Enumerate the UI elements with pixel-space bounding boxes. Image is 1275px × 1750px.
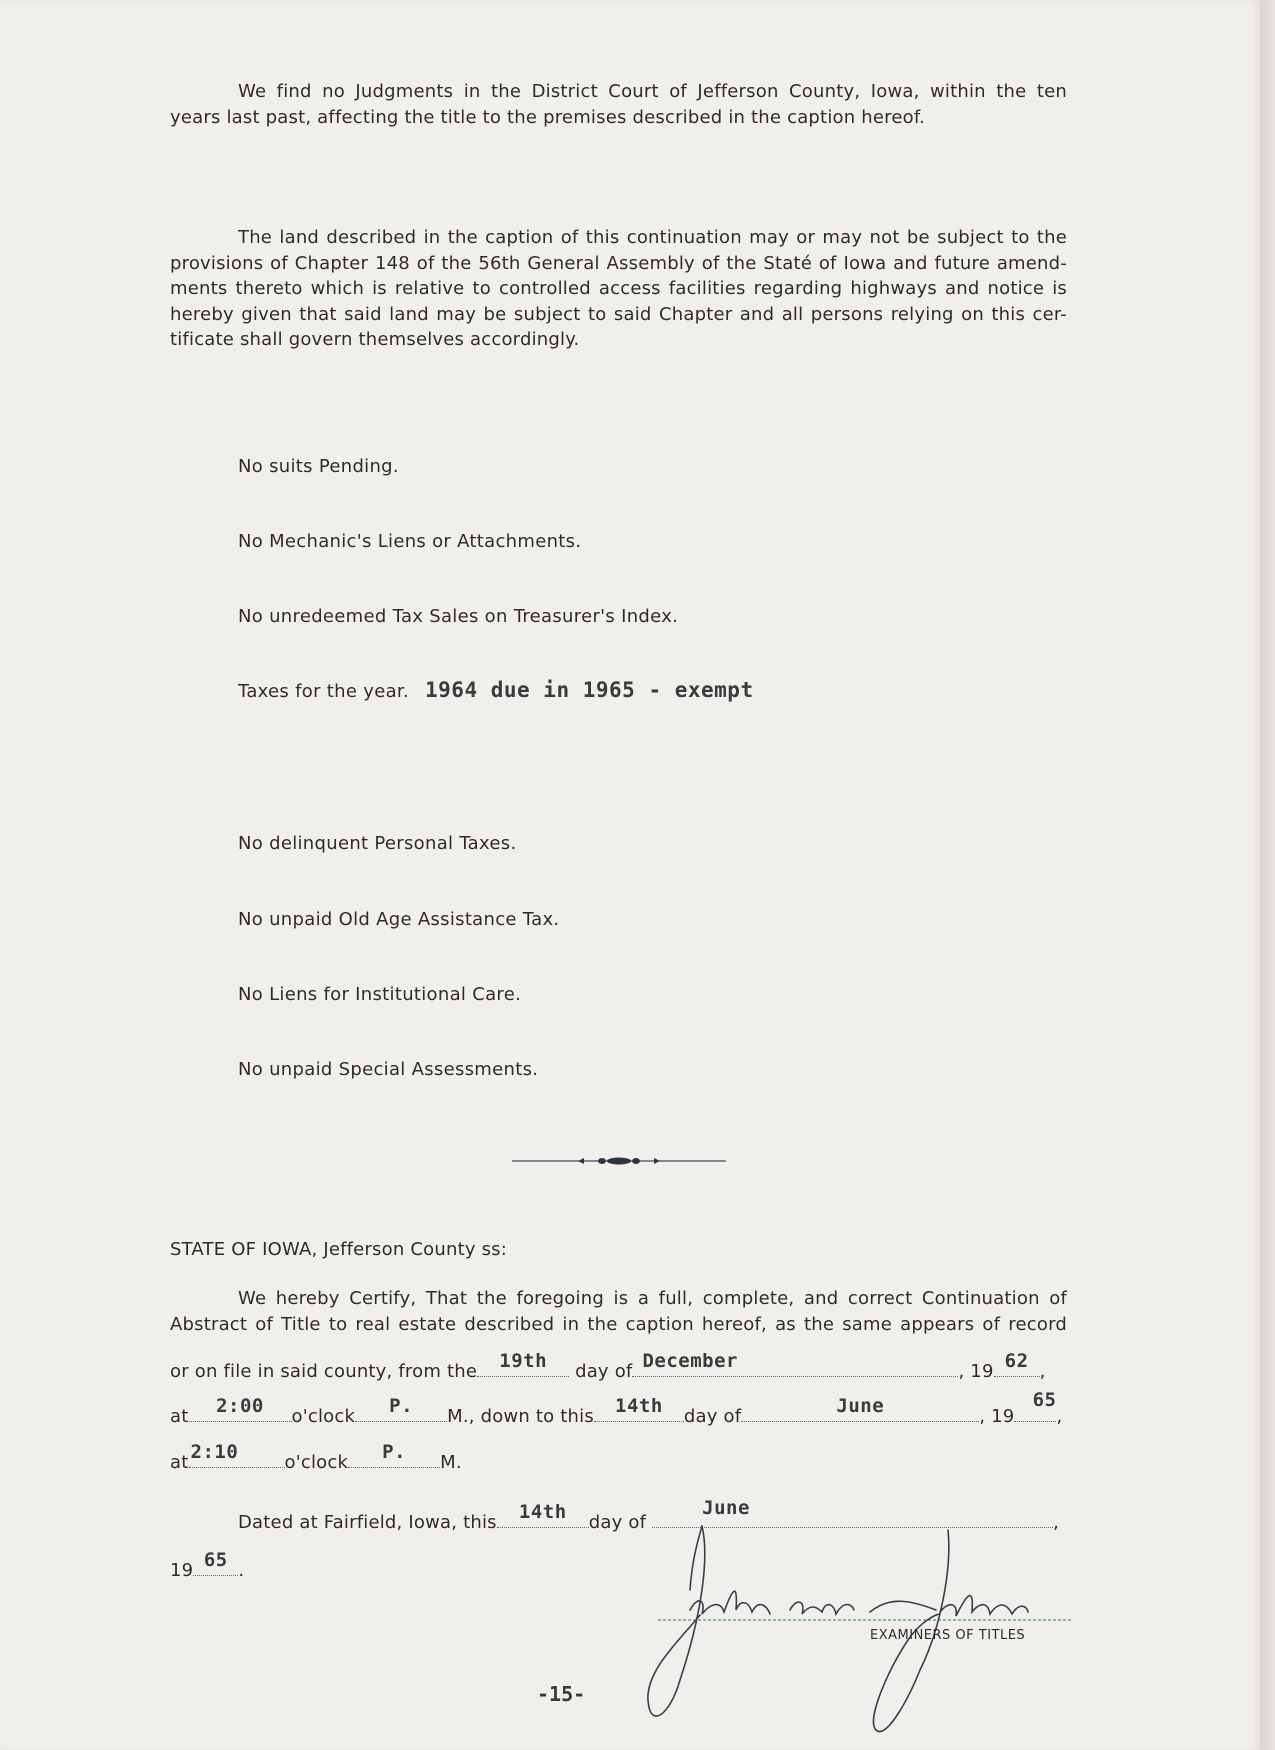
at-text-2: at <box>170 1452 189 1473</box>
item-taxes-year <box>238 678 754 702</box>
from-text: or on file in said county, from the <box>170 1361 478 1382</box>
to-day-field <box>594 1395 684 1422</box>
m-text: M. <box>440 1452 462 1473</box>
to-time-line <box>170 1441 462 1473</box>
from-dayof-text: day of <box>575 1361 633 1382</box>
item-old-age-tax: No unpaid Old Age Assistance Tax. <box>238 909 560 930</box>
dated-year-line <box>170 1549 245 1581</box>
dated-day-field <box>497 1501 589 1528</box>
dated-day-value: 14th <box>518 1501 567 1523</box>
dated-comma: , <box>1053 1512 1060 1533</box>
dated-dayof-text: day of <box>588 1512 647 1533</box>
to-day-value: 14th <box>615 1395 663 1417</box>
from-time-value: 2:00 <box>216 1395 264 1417</box>
page-number: -15- <box>537 1682 586 1706</box>
chapter-line-3: ments thereto which is relative to controlled access facilities regarding highways and notice is <box>170 278 1067 299</box>
chapter-line-1: The land described in the caption of this continuation may or may not be subject to the <box>238 227 1067 248</box>
from-month-field <box>632 1350 958 1377</box>
to-ampm-field <box>348 1441 440 1468</box>
from-day-field <box>477 1350 569 1377</box>
taxes-value: 1964 due in 1965 - exempt <box>425 678 754 702</box>
dated-text: Dated at Fairfield, Iowa, this <box>238 1512 497 1533</box>
chapter-line-2: provisions of Chapter 148 of the 56th General Assembly of the Staté of Iowa and future amend- <box>170 252 1067 274</box>
taxes-label: Taxes for the year. <box>238 681 409 702</box>
dated-year-field <box>193 1549 238 1576</box>
down-to-text: M., down to this <box>447 1406 594 1427</box>
to-year-field <box>1014 1389 1057 1422</box>
item-mechanics-liens: No Mechanic's Liens or Attachments. <box>238 531 582 552</box>
judgments-line-2: years last past, affecting the title to the premises described in the caption hereof. <box>170 106 925 128</box>
from-ampm-value: P. <box>389 1395 414 1417</box>
from-century-text: , 19 <box>958 1361 994 1382</box>
judgments-line-1: We find no Judgments in the District Court of Jefferson County, Iowa, within the ten <box>238 81 1067 102</box>
to-time-value: 2:10 <box>190 1441 239 1463</box>
chapter-line-4: hereby given that said land may be subject to said Chapter and all persons relying on this cer- <box>170 303 1067 325</box>
to-year-value: 65 <box>1032 1389 1057 1411</box>
state-heading: STATE OF IOWA, Jefferson County ss: <box>170 1239 508 1260</box>
to-time-field <box>189 1441 285 1468</box>
from-time-line <box>170 1389 1063 1427</box>
oclock-text-2: o'clock <box>284 1452 349 1473</box>
chapter-line-5: tificate shall govern themselves accordingly. <box>170 329 580 350</box>
judgments-paragraph <box>170 79 1067 130</box>
to-century-text: , 19 <box>979 1406 1015 1427</box>
to-month-field <box>741 1395 979 1422</box>
dated-year-value: 65 <box>203 1549 228 1571</box>
examiners-of-titles-label: EXAMINERS OF TITLES <box>870 1628 1026 1643</box>
oclock-text: o'clock <box>291 1406 356 1427</box>
certify-line-1: We hereby Certify, That the foregoing is a full, complete, and correct Continuation of <box>238 1288 1067 1309</box>
from-ampm-field <box>355 1395 447 1422</box>
signature-text: Jordan and Jordan <box>640 1500 649 1501</box>
from-comma: , <box>1039 1361 1046 1382</box>
item-suits: No suits Pending. <box>238 456 399 477</box>
certify-paragraph <box>170 1286 1067 1337</box>
to-ampm-value: P. <box>382 1441 407 1463</box>
chapter-148-paragraph <box>170 225 1067 353</box>
dated-period: . <box>238 1560 245 1581</box>
at-text: at <box>170 1406 189 1427</box>
item-personal-taxes: No delinquent Personal Taxes. <box>238 833 517 854</box>
dated-century-text: 19 <box>170 1560 194 1581</box>
from-date-line <box>170 1350 1046 1382</box>
ornament-divider <box>512 1152 726 1170</box>
certify-line-2: Abstract of Title to real estate described in the caption hereof, as the same appears of record <box>170 1313 1067 1335</box>
page-edge <box>1260 0 1275 1750</box>
to-comma: , <box>1056 1406 1063 1427</box>
from-month-value: December <box>642 1350 738 1372</box>
from-time-field <box>189 1395 292 1422</box>
to-month-value: June <box>836 1395 885 1417</box>
from-day-value: 19th <box>499 1350 548 1372</box>
item-special-assessments: No unpaid Special Assessments. <box>238 1059 539 1080</box>
item-institutional-care: No Liens for Institutional Care. <box>238 984 522 1005</box>
dated-month-value: June <box>702 1497 750 1519</box>
item-tax-sales: No unredeemed Tax Sales on Treasurer's Index. <box>238 606 679 627</box>
signature-image <box>640 1500 1080 1750</box>
to-dayof-text: day of <box>683 1406 742 1427</box>
from-year-field <box>994 1350 1040 1377</box>
from-year-value: 62 <box>1004 1350 1029 1372</box>
